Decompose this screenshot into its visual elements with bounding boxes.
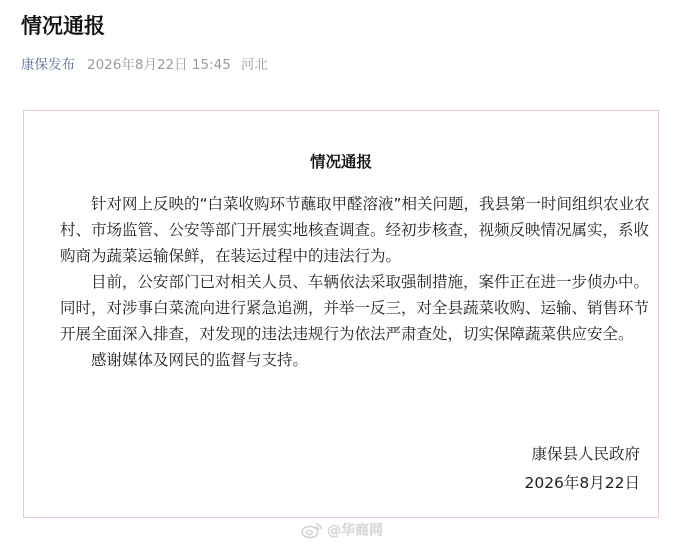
notice-body (60, 191, 651, 373)
article-title: 情况通报 (21, 14, 105, 38)
notice-paragraph: 针对网上反映的“白菜收购环节蘸取甲醛溶液”相关问题，我县第一时间组织农业农村、市场监管、公安等部门开展实地核查调查。经初步核查，视频反映情况属实，系收购商为蔬菜运输保鲜，在装运过程中的违法行为。 (60, 195, 650, 265)
weibo-icon (301, 521, 323, 539)
notice-paragraph: 目前，公安部门已对相关人员、车辆依法采取强制措施，案件正在进一步侦办中。同时，对涉事白菜流向进行紧急追溯，并举一反三，对全县蔬菜收购、运输、销售环节开展全面深入排查，对发现的违法违规行为依法严肃查处，切实保障蔬菜供应安全。 (60, 273, 650, 343)
signature-org: 康保县人民政府 (531, 445, 640, 463)
watermark-text: @华商网 (327, 523, 383, 539)
article-meta (21, 53, 268, 73)
notice-signature (524, 440, 640, 498)
account-name-link[interactable]: 康保发布 (21, 57, 75, 73)
notice-title: 情况通报 (309, 153, 372, 171)
watermark (301, 519, 383, 541)
signature-date: 2026年8月22日 (524, 474, 640, 492)
notice-image (23, 110, 659, 518)
notice-paragraph: 感谢媒体及网民的监督与支持。 (91, 351, 309, 369)
publish-time: 2026年8月22日 15:45 (87, 57, 231, 73)
publish-location: 河北 (240, 57, 268, 73)
